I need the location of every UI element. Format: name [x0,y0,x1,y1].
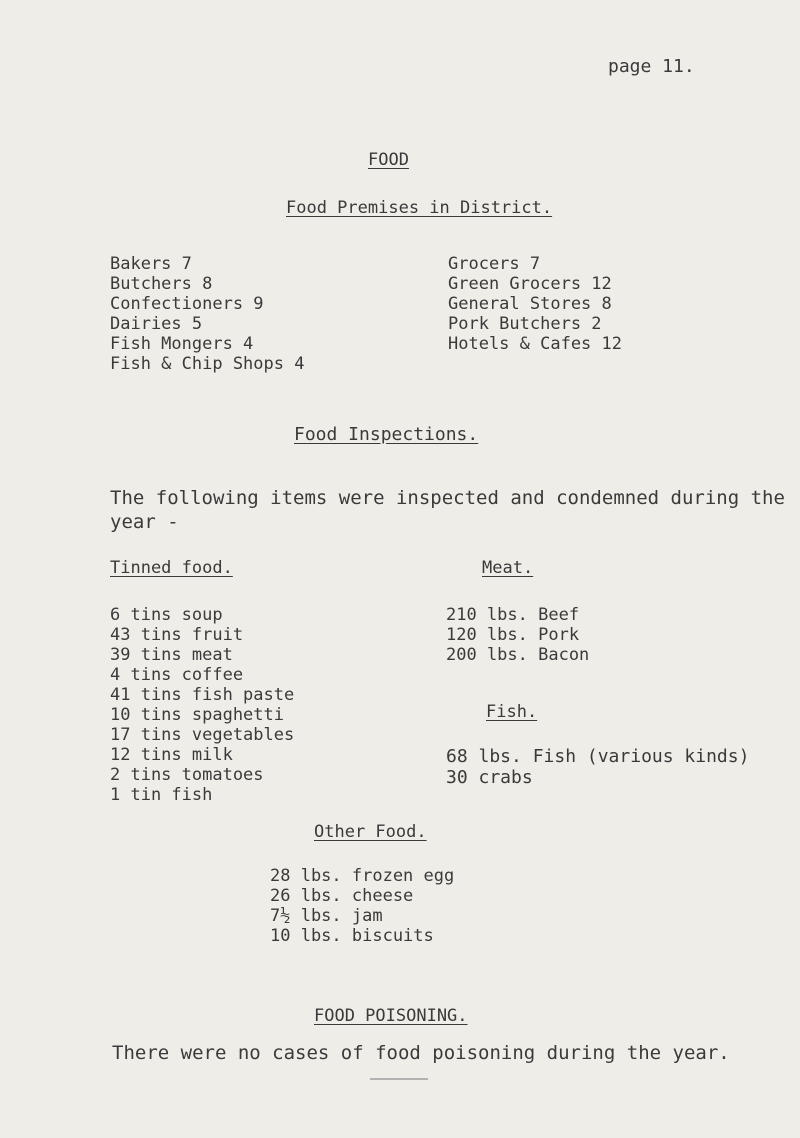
list-item: 17 tins vegetables [110,725,295,745]
other-food-list [270,866,454,946]
list-item: 43 tins fruit [110,625,244,645]
list-item: 68 lbs. Fish (various kinds) [446,746,750,767]
list-item: Hotels & Cafes 12 [448,334,622,354]
meat-list [446,605,589,665]
list-item: 41 tins fish paste [110,685,295,705]
premises-heading: Food Premises in District. [286,198,553,218]
inspections-intro-line2: year - [110,511,179,533]
list-item: 120 lbs. Pork [446,625,580,645]
list-item: 26 lbs. cheese [270,886,414,906]
inspections-heading: Food Inspections. [294,424,479,445]
list-item: 39 tins meat [110,645,233,665]
list-item: Confectioners 9 [110,294,264,314]
meat-heading: Meat. [482,558,534,578]
inspections-intro-line1: The following items were inspected and condemned during the [110,487,785,509]
list-item: General Stores 8 [448,294,612,314]
list-item: Dairies 5 [110,314,203,334]
list-item: Grocers 7 [448,254,541,274]
tinned-list [110,605,294,805]
list-item: 30 crabs [446,767,533,788]
list-item: 1 tin fish [110,785,213,805]
other-food-heading: Other Food. [314,822,427,842]
list-item: 10 lbs. biscuits [270,926,434,946]
list-item: Fish & Chip Shops 4 [110,354,305,374]
list-item: 28 lbs. frozen egg [270,866,455,886]
footer-divider [370,1078,428,1080]
list-item: 2 tins tomatoes [110,765,264,785]
list-item: 7½ lbs. jam [270,906,383,926]
food-poisoning-text: There were no cases of food poisoning during the year. [112,1042,730,1064]
page-number: page 11. [608,56,695,77]
list-item: Butchers 8 [110,274,213,294]
fish-heading: Fish. [486,702,538,722]
premises-left-list [110,254,304,374]
list-item: Fish Mongers 4 [110,334,254,354]
page-title: FOOD [368,150,409,170]
list-item: 10 tins spaghetti [110,705,284,725]
list-item: 4 tins coffee [110,665,244,685]
premises-right-list [448,254,622,354]
list-item: Pork Butchers 2 [448,314,602,334]
list-item: Green Grocers 12 [448,274,612,294]
food-poisoning-heading: FOOD POISONING. [314,1006,468,1026]
list-item: 6 tins soup [110,605,223,625]
list-item: 12 tins milk [110,745,233,765]
tinned-heading: Tinned food. [110,558,233,578]
list-item: Bakers 7 [110,254,192,274]
list-item: 200 lbs. Bacon [446,645,590,665]
list-item: 210 lbs. Beef [446,605,580,625]
fish-list [446,746,749,788]
